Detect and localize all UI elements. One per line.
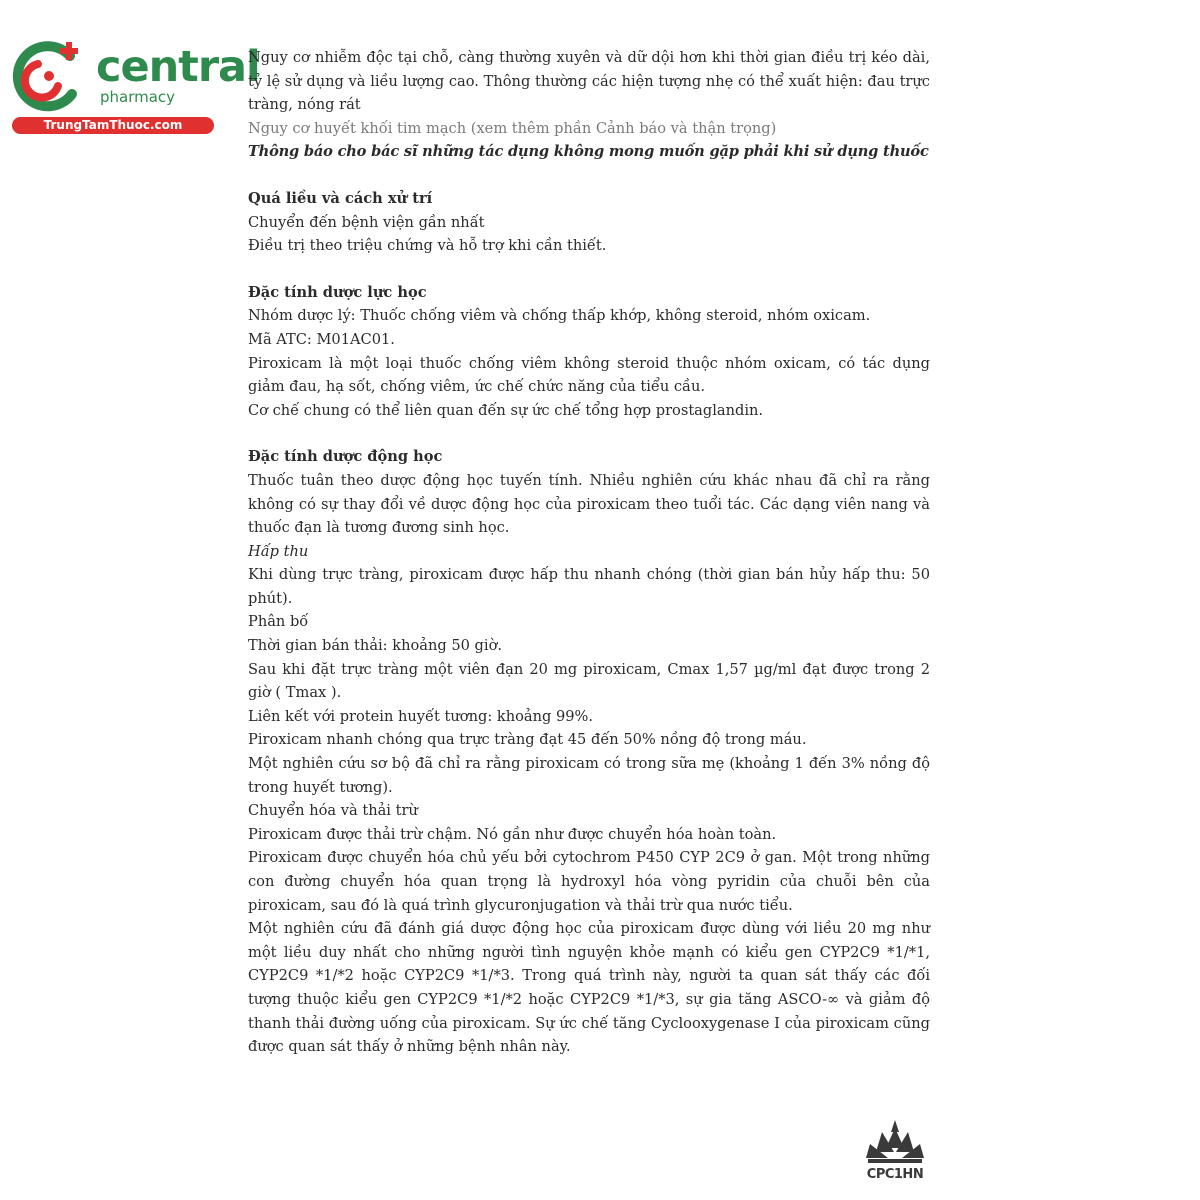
spacer — [248, 258, 930, 281]
lotus-icon — [864, 1118, 926, 1166]
heading-overdose: Quá liều và cách xử trí — [248, 189, 433, 207]
document-body — [248, 46, 930, 1059]
brand-banner: TrungTamThuoc.com — [12, 117, 214, 134]
pharmacokinetics-line: Thời gian bán thải: khoảng 50 giờ. — [248, 637, 502, 655]
pharmacokinetics-line: Khi dùng trực tràng, piroxicam được hấp thu nhanh chóng (thời gian bán hủy hấp thu: 50 phút). — [248, 566, 930, 607]
company-mark — [860, 1118, 930, 1188]
pharmacokinetics-line: Piroxicam được chuyển hóa chủ yếu bởi cytochrom P450 CYP 2C9 ở gan. Một trong những con đường chuyển hóa quan trọng là hydroxyl hóa vòng pyridin của chuỗi bên của piroxicam, sau đó là quá trình glycuronjugation và thải trừ qua nước tiểu. — [248, 849, 930, 914]
spacer — [248, 422, 930, 445]
pharmacokinetics-line: Thuốc tuân theo dược động học tuyến tính. Nhiều nghiên cứu khác nhau đã chỉ ra rằng không có sự thay đổi về dược động học của piroxicam theo tuổi tác. Các dạng viên nang và thuốc đạn là tương đương sinh học. — [248, 471, 930, 537]
pharmacodynamics-line: Nhóm dược lý: Thuốc chống viêm và chống thấp khớp, không steroid, nhóm oxicam. — [248, 307, 871, 325]
notice-adverse-effects: Thông báo cho bác sĩ những tác dụng không mong muốn gặp phải khi sử dụng thuốc — [248, 143, 929, 161]
heading-pharmacodynamics: Đặc tính dược lực học — [248, 283, 427, 301]
pharmacokinetics-line: Piroxicam được thải trừ chậm. Nó gần như được chuyển hóa hoàn toàn. — [248, 825, 777, 843]
pharmacodynamics-line: Mã ATC: M01AC01. — [248, 330, 395, 348]
brand-logo — [10, 36, 260, 136]
paragraph-local-toxicity: Nguy cơ nhiễm độc tại chỗ, càng thường xuyên và dữ dội hơn khi thời gian điều trị kéo dài, tỷ lệ sử dụng và liều lượng cao. Thông thường các hiện tượng nhẹ có thể xuất hiện: đau trực tràng, nóng rát — [248, 49, 930, 114]
subheading-absorption: Hấp thu — [248, 542, 309, 560]
pharmacodynamics-line: Cơ chế chung có thể liên quan đến sự ức chế tổng hợp prostaglandin. — [248, 401, 764, 419]
pharmacodynamics-line: Piroxicam là một loại thuốc chống viêm không steroid thuộc nhóm oxicam, có tác dụng giảm đau, hạ sốt, chống viêm, ức chế chức năng của tiểu cầu. — [248, 354, 930, 396]
heading-pharmacokinetics: Đặc tính dược động học — [248, 448, 443, 466]
company-mark-text: CPC1HN — [866, 1167, 924, 1182]
spacer — [248, 164, 930, 187]
subheading-metabolism: Chuyển hóa và thải trừ — [248, 802, 418, 820]
paragraph-thrombosis-risk: Nguy cơ huyết khối tim mạch (xem thêm phần Cảnh báo và thận trọng) — [248, 119, 777, 137]
brand-name: central — [96, 42, 260, 92]
overdose-line: Chuyển đến bệnh viện gần nhất — [248, 213, 485, 231]
pharmacokinetics-line: Một nghiên cứu sơ bộ đã chỉ ra rằng piroxicam có trong sữa mẹ (khoảng 1 đến 3% nồng độ trong huyết tương). — [248, 755, 930, 796]
overdose-line: Điều trị theo triệu chứng và hỗ trợ khi cần thiết. — [248, 237, 607, 255]
subheading-distribution: Phân bố — [248, 613, 309, 631]
brand-subtitle: pharmacy — [100, 88, 176, 106]
central-pharmacy-logo-icon — [10, 36, 92, 116]
pharmacokinetics-line: Piroxicam nhanh chóng qua trực tràng đạt 45 đến 50% nồng độ trong máu. — [248, 731, 807, 749]
pharmacokinetics-line: Sau khi đặt trực tràng một viên đạn 20 mg piroxicam, Cmax 1,57 µg/ml đạt được trong 2 giờ ( Tmax ). — [248, 660, 930, 702]
pharmacokinetics-line: Một nghiên cứu đã đánh giá dược động học của piroxicam được dùng với liều 20 mg như một liều duy nhất cho những người tình nguyện khỏe mạnh có kiểu gen CYP2C9 *1/*1, CYP2C9 *1/*2 hoặc CYP2C9 *1/*3. Trong quá trình này, người ta quan sát thấy các đối tượng thuộc kiểu gen CYP2C9 *1/*2 hoặc CYP2C9 *1/*3, sự gia tăng ASCO-∞ và giảm độ thanh thải đường uống của piroxicam. Sự ức chế tăng Cyclooxygenase I của piroxicam cũng được quan sát thấy ở những bệnh nhân này. — [248, 920, 930, 1056]
pharmacokinetics-line: Liên kết với protein huyết tương: khoảng 99%. — [248, 707, 594, 725]
